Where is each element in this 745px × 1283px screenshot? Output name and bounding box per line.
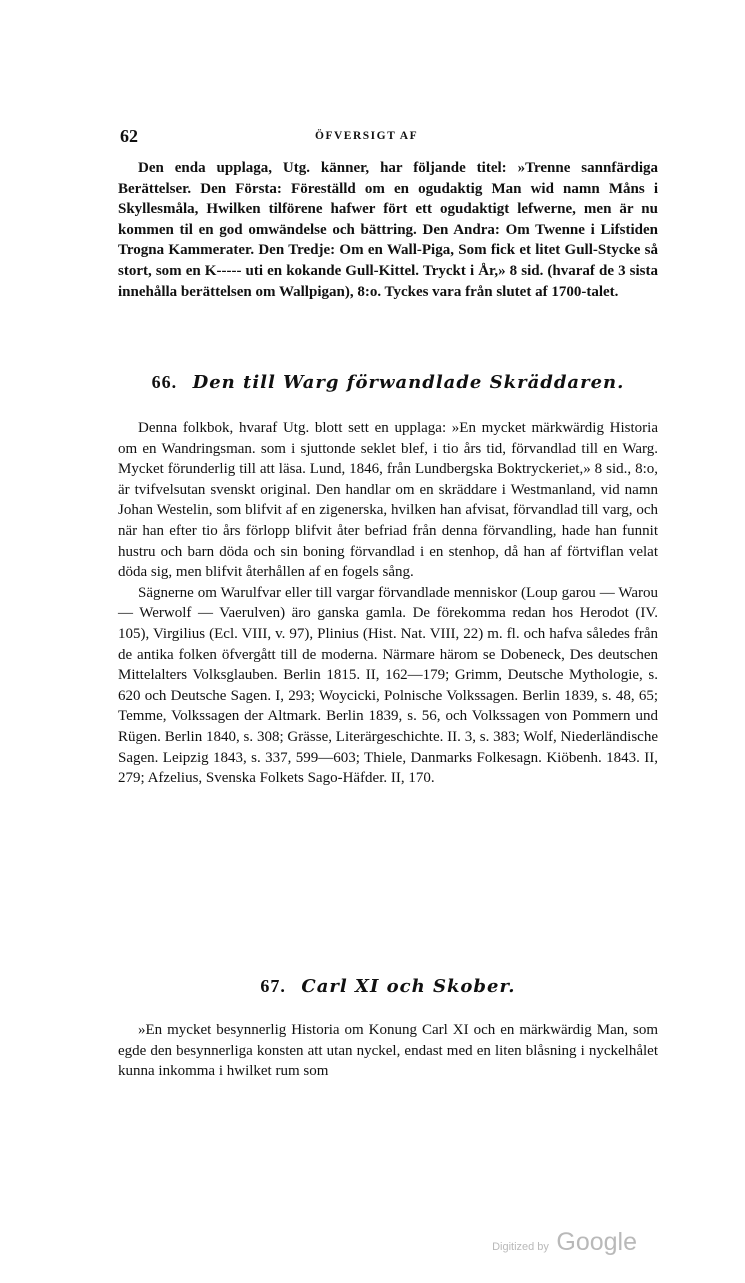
section-66-number: 66. <box>151 372 178 392</box>
section-67-title: Carl XI och Skober. <box>301 976 516 997</box>
running-head: ÖFVERSIGT AF <box>315 130 419 142</box>
section-67-number: 67. <box>260 976 286 996</box>
section-66-heading <box>118 372 658 393</box>
page-header <box>120 126 650 146</box>
section-66-body <box>118 418 658 789</box>
entry-65-text: Den enda upplaga, Utg. känner, har följande titel: »Trenne sannfärdiga Berättelser. Den Första: Föreställd om en ogudaktig Man wid namn Måns i Skyllesmåla, Hwilken tilförene hafwer fört ett ogudaktigt lefwerne, men är nu kommen til en god omwändelse och bättring. Den Andra: Om Twenne i Lifstiden Trogna Kammerater. Den Tredje: Om en Wall-Piga, Som fick et litet Gull-Stycke så stort, som en K----- uti en kokande Gull-Kittel. Tryckt i År,» 8 sid. (hvaraf de 3 sista innehålla berättelsen om Wallpigan), 8:o. Tyckes vara från slutet af 1700-talet. <box>118 160 658 300</box>
page-number: 62 <box>120 126 138 146</box>
google-logo: Google <box>556 1228 637 1256</box>
entry-65-continuation <box>118 158 658 302</box>
section-67-paragraph-1: »En mycket besynnerlig Historia om Konung Carl XI och en märkwärdig Man, som egde den besynnerliga konsten att utan nyckel, endast med en liten blåsning i nyckelhålet kunna inkomma i hwilket rum som <box>118 1022 658 1080</box>
watermark-prefix: Digitized by <box>492 1241 549 1253</box>
section-66-paragraph-1: Denna folkbok, hvaraf Utg. blott sett en upplaga: »En mycket märkwärdig Historia om en Wandringsman. som i sjuttonde seklet blef, i tio års tid, förvandlad till en Warg. Mycket förunderlig till att läsa. Lund, 1846, från Lundbergska Boktryckeriet,» 8 sid., 8:o, är tvifvelsutan svenskt original. Den handlar om en skräddare i Westmanland, vid namn Johan Westelin, som blifvit af en zigenerska, hvilken han afvisat, förvandlad till varg, och när han efter tio års förlopp blifvit åter befriad från denna förvandling, hade han funnit hustru och barn döda och sin boning förvandlad i en stenhop, då han af förtviflan velat döda sig, men blifvit återhållen af en fogels sång. <box>118 420 658 581</box>
section-67-heading <box>118 976 658 997</box>
google-digitized-watermark <box>492 1228 637 1257</box>
section-66-title: Den till Warg förwandlade Skräddaren. <box>192 372 625 393</box>
section-67-body <box>118 1020 658 1082</box>
section-66-paragraph-2: Sägnerne om Warulfvar eller till vargar förvandlade menniskor (Loup garou — Warou — Werwolf — Vaerulven) äro ganska gamla. De förekomma redan hos Herodot (IV. 105), Virgilius (Ecl. VIII, v. 97), Plinius (Hist. Nat. VIII, 22) m. fl. och hafva således från de antika folken öfvergått till de moderna. Närmare härom se Dobeneck, Des deutschen Mittelalters Volksglauben. Berlin 1815. II, 162—179; Grimm, Deutsche Mythologie, s. 620 och Deutsche Sagen. I, 293; Woycicki, Polnische Volkssagen. Berlin 1839, s. 48, 65; Temme, Volkssagen der Altmark. Berlin 1839, s. 56, och Volkssagen von Pommern und Rügen. Berlin 1840, s. 308; Grässe, Literärgeschichte. II. 3, s. 383; Wolf, Niederländische Sagen. Leipzig 1843, s. 337, 599—603; Thiele, Danmarks Folkesagn. Kiöbenh. 1843. II, 279; Afzelius, Svenska Folkets Sago-Häfder. II, 170. <box>118 584 658 787</box>
